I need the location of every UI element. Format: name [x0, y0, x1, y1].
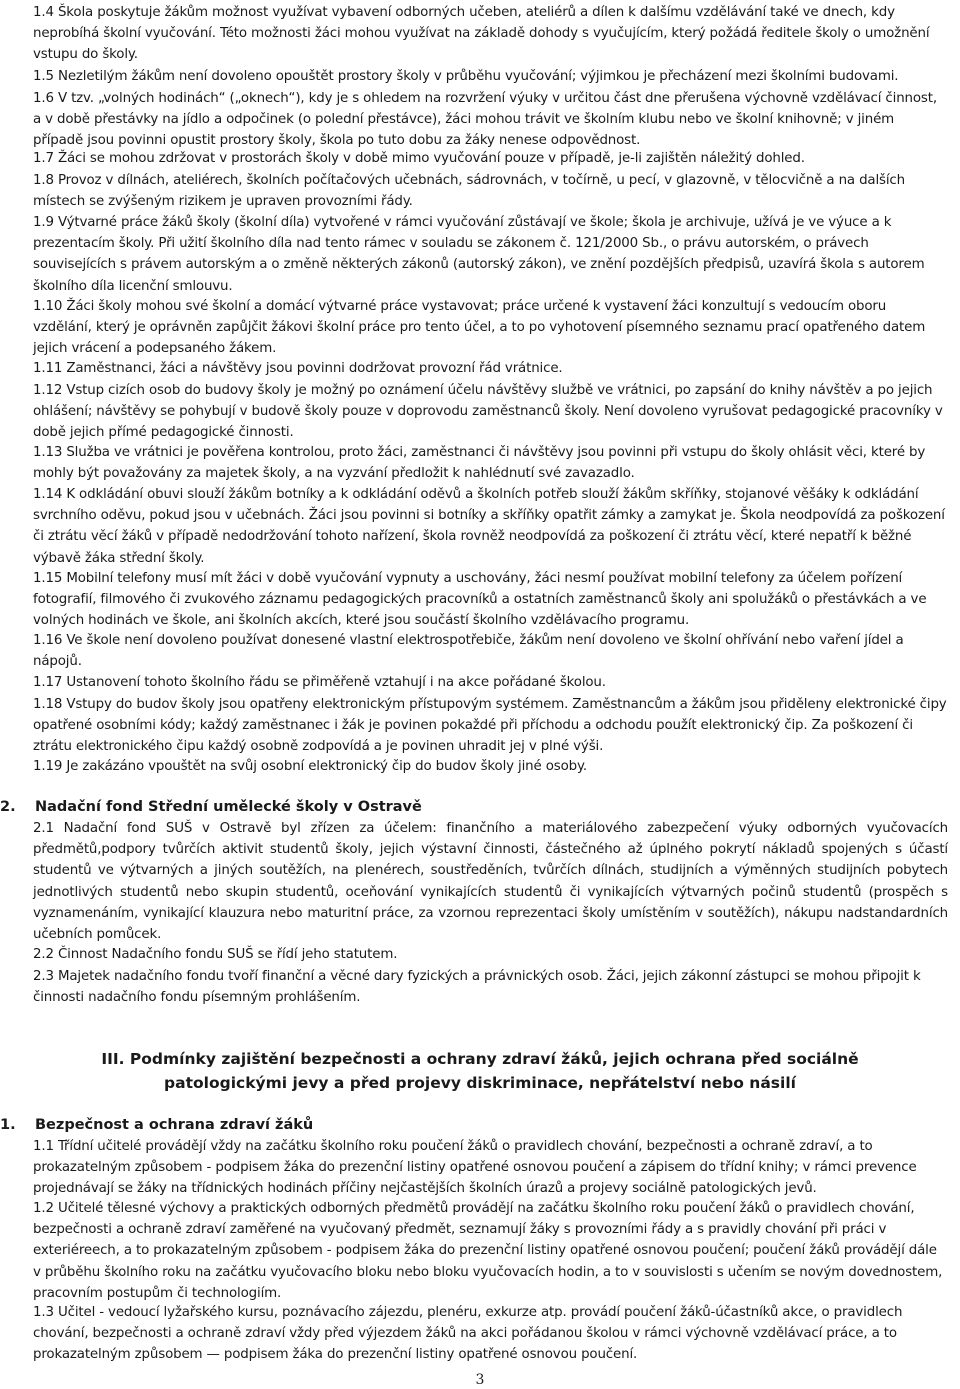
paragraph-1-16: 1.16 Ve škole není dovoleno používat donesené vlastní elektrospotřebiče, žákům není dovoleno ve školní ohřívání nebo vaření jídel a nápojů. [33, 633, 904, 670]
page-number: 3 [475, 1372, 485, 1388]
paragraph-III-1-3: 1.3 Učitel - vedoucí lyžařského kursu, poznávacího zájezdu, plenéru, exkurze atp. provádí poučení žáků-účastníků akce, o pravidlech chování, bezpečnosti a ochraně zdraví vždy před výjezdem žáků na akci pořádanou školou v rámci výchovně vzdělávací práce, a to prokazatelným způsobem — podpisem žáka do prezenční listiny opatřené osnovou poučení. [33, 1305, 903, 1363]
section-1-title: Bezpečnost a ochrana zdraví žáků [35, 1117, 314, 1133]
section-1-number: 1. [0, 1117, 16, 1133]
paragraph-1-12: 1.12 Vstup cizích osob do budovy školy je možný po oznámení účelu návštěvy službě ve vrátnici, po zapsání do knihy návštěv a po jejich ohlášení; návštěvy se pohybují v budově školy pouze v doprovodu zaměstnanců školy. Není dovoleno vyrušovat pedagogické pracovníky v době jejich přímé pedagogické činnosti. [33, 383, 943, 441]
paragraph-1-13: 1.13 Služba ve vrátnici je pověřena kontrolou, proto žáci, zaměstnanci či návštěvy jsou povinni při vstupu do školy ohlásit věci, které by mohly být považovány za majetek školy, a na vyzvání předložit k nahlédnutí své zavazadlo. [33, 445, 926, 482]
paragraph-1-11: 1.11 Zaměstnanci, žáci a návštěvy jsou povinni dodržovat provozní řád vrátnice. [33, 361, 563, 376]
paragraph-1-19: 1.19 Je zakázáno vpouštět na svůj osobní elektronický čip do budov školy jiné osoby. [33, 759, 587, 774]
section-III-title-line-1 [0, 1046, 960, 1072]
paragraph-1-5: 1.5 Nezletilým žákům není dovoleno opouštět prostory školy v průběhu vyučování; výjimkou je přecházení mezi školními budovami. [33, 69, 899, 84]
paragraph-1-18: 1.18 Vstupy do budov školy jsou opatřeny elektronickým přístupovým systémem. Zaměstnancům a žákům jsou přiděleny elektronické čipy opatřené osobními kódy; každý zaměstnanec i žák je povinen pokaždé při příchodu a odchodu použít elektronický čip. Za poškození či ztrátu elektronického čipu každý osobně zodpovídá a je povinen uhradit jej v plné výši. [33, 697, 947, 755]
paragraph-III-1-1: 1.1 Třídní učitelé provádějí vždy na začátku školního roku poučení žáků o pravidlech chování, bezpečnosti a ochraně zdraví, a to prokazatelným způsobem - podpisem žáka do prezenční listiny opatřené osnovou poučení a zápisem do třídní knihy; v rámci prevence projednávají se žáky na třídnických hodinách příčiny nejčastějších školních úrazů a projevy sociálně patologických jevů. [33, 1139, 917, 1197]
paragraph-1-17: 1.17 Ustanovení tohoto školního řádu se přiměřeně vztahují i na akce pořádané školou. [33, 675, 606, 690]
paragraph-2-2: 2.2 Činnost Nadačního fondu SUŠ se řídí jeho statutem. [33, 947, 398, 962]
section-III-title-text-1: Podmínky zajištění bezpečnosti a ochrany zdraví žáků, jejich ochrana před sociálně [129, 1050, 859, 1068]
section-2-heading [0, 796, 960, 818]
section-III-number: III. [101, 1050, 125, 1068]
section-2-number: 2. [0, 799, 16, 815]
paragraph-2-1: 2.1 Nadační fond SUŠ v Ostravě byl zřízen za účelem: finančního a materiálového zabezpečení výuky odborných vyučovacích předmětů,podpory tvůrčích aktivit studentů školy, jejich výstavní činnosti, částečného až úplného pokrytí nákladů spojených s účastí studentů ve výtvarných a jiných soutěžích, na plenérech, soustředěních, tvůrčích dílnách, studijních a výměnných studijních pobytech jednotlivých studentů nebo skupin studentů, oceňování vynikajících studentů či vynikajících výtvarných počinů studentů (prospěch s vyznamenáním, vynikající klauzura nebo maturitní práce, za vzornou reprezentaci školy umístěním v soutěžích), nákupu nadstandardních učebních pomůcek. [33, 821, 948, 943]
paragraph-1-8: 1.8 Provoz v dílnách, ateliérech, školních počítačových učebnách, sádrovnách, v točírně, u pecí, v glazovně, v tělocvičně a na dalších místech se zvýšeným rizikem je upraven provozními řády. [33, 173, 905, 210]
section-1-heading [0, 1114, 960, 1136]
section-III-title-line-2: patologickými jevy a před projevy diskriminace, nepřátelství nebo násilí [164, 1074, 796, 1092]
paragraph-III-1-2: 1.2 Učitelé tělesné výchovy a praktických odborných předmětů provádějí na začátku školního roku poučení žáků o pravidlech chování, bezpečnosti a ochraně zdraví zaměřené na vyučovaný předmět, seznamují žáky s provozními řády a s pravidly chování při práci v exteriéreech, a to prokazatelným způsobem - podpisem žáka do prezenční listiny opatřené osnovou poučení; poučení žáků provádějí dále v průběhu školního roku na začátku vyučovacího bloku nebo bloku vyučovacích hodin, a to v souvislosti s učením se novým dovednostem, pracovním postupům či technologiím. [33, 1201, 943, 1301]
paragraph-1-6: 1.6 V tzv. „volných hodinách“ („oknech“), kdy je s ohledem na rozvržení výuky v určitou část dne přerušena výchovně vzdělávací činnost, a v době přestávky na jídlo a odpočinek (o polední přestávce), žáci mohou trávit ve školním klubu nebo ve školní knihovně; v jiném případě jsou povinni opustit prostory školy, škola po tuto dobu za žáky nenese odpovědnost. [33, 91, 937, 149]
paragraph-1-10: 1.10 Žáci školy mohou své školní a domácí výtvarné práce vystavovat; práce určené k vystavení žáci konzultují s vedoucím oboru vzdělání, který je oprávněn zapůjčit žákovi školní práce pro tento účel, a to po vyhotovení písemného seznamu prací opatřeného datem jejich vrácení a podepsaného žákem. [33, 299, 926, 357]
paragraph-1-15: 1.15 Mobilní telefony musí mít žáci v době vyučování vypnuty a uschovány, žáci nesmí používat mobilní telefony za účelem pořízení fotografií, filmového či zvukového záznamu pedagogických pracovníků a ostatních zaměstnanců školy ani spolužáků o přestávkách a ve volných hodinách ve škole, ani školních akcích, které jsou součástí školního vzdělávacího programu. [33, 571, 927, 629]
paragraph-1-9: 1.9 Výtvarné práce žáků školy (školní díla) vytvořené v rámci vyučování zůstávají ve škole; škola je archivuje, užívá je ve výuce a k prezentacím školy. Při užití školního díla nad tento rámec v souladu se zákonem č. 121/2000 Sb., o právu autorském, o právech souvisejících s právem autorským a o změně některých zákonů (autorský zákon), ve znění pozdějších předpisů, uzavírá škola s autorem školního díla licenční smlouvu. [33, 215, 925, 294]
paragraph-1-7: 1.7 Žáci se mohou zdržovat v prostorách školy v době mimo vyučování pouze v případě, je-li zajištěn náležitý dohled. [33, 151, 805, 166]
paragraph-1-14: 1.14 K odkládání obuvi slouží žákům botníky a k odkládání oděvů a školních potřeb slouží žákům skříňky, stojanové věšáky k odkládání svrchního oděvu, pokud jsou v učebnách. Žáci jsou povinni si botníky a skříňky opatřit zámky a zamykat je. Škola neodpovídá za poškození či ztrátu věcí žáků v případě nedodržování tohoto nařízení, škola rovněž neodpovídá za poškození či ztrátu věcí, které nepatří k běžné výbavě žáka střední školy. [33, 487, 945, 566]
paragraph-2-3: 2.3 Majetek nadačního fondu tvoří finanční a věcné dary fyzických a právnických osob. Žáci, jejich zákonní zástupci se mohou připojit k činnosti nadačního fondu písemným prohlášením. [33, 969, 921, 1006]
section-2-title: Nadační fond Střední umělecké školy v Ostravě [35, 799, 422, 815]
paragraph-1-4: 1.4 Škola poskytuje žákům možnost využívat vybavení odborných učeben, ateliérů a dílen k dalšímu vzdělávání také ve dnech, kdy neprobíhá školní vyučování. Této možnosti žáci mohou využívat na základě dohody s vyučujícím, který požádá ředitele školy o umožnění vstupu do školy. [33, 5, 930, 63]
